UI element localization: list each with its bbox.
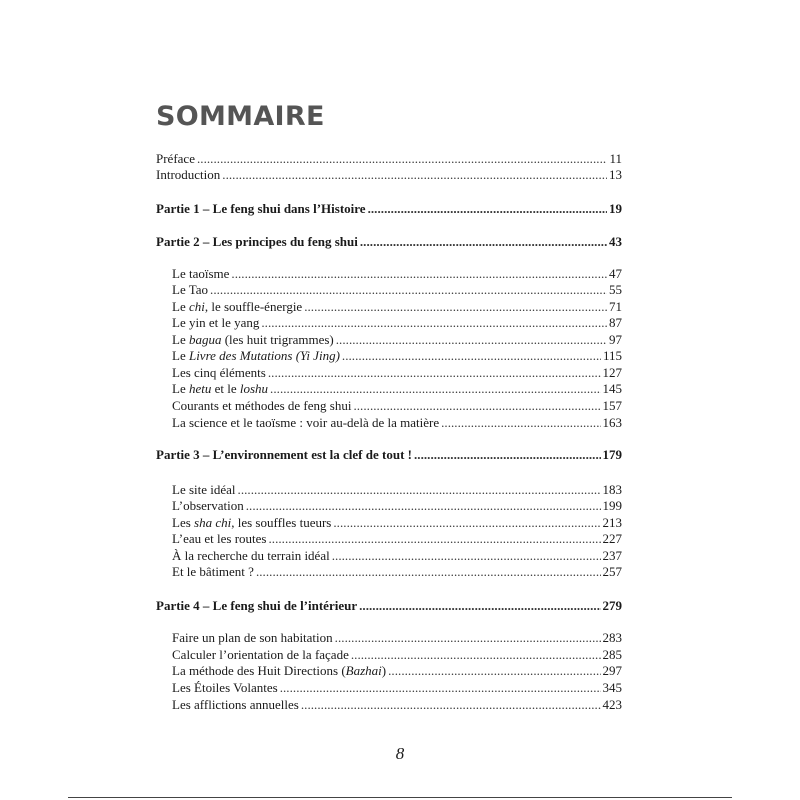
toc-dot-leader [256,564,601,580]
toc-entry-title [172,663,386,679]
toc-entry [172,564,622,580]
toc-entry-title [172,548,330,564]
toc-dot-leader [304,299,607,315]
toc-page-number: 55 [609,282,622,297]
toc-entry-title [172,647,349,663]
toc-dot-leader [231,266,607,282]
toc-page-number: 11 [609,151,622,166]
toc-dot-leader [388,663,600,679]
toc-page-number: 47 [609,266,622,281]
toc-entry-title-segment: Faire un plan de son habitation [172,630,333,645]
toc-dot-leader [336,332,607,348]
toc-page-number: 183 [602,482,622,497]
toc-dot-leader [238,482,601,498]
toc-entry-title [172,515,331,531]
toc-entry-title-segment: , les souffles tueurs [231,515,332,530]
toc-dot-leader [261,315,607,331]
toc-entry [156,167,622,183]
toc-entry-title-segment: Le [172,348,189,363]
toc-entry-title-segment: Les Étoiles Volantes [172,680,278,695]
toc-page-number: 279 [602,598,622,613]
toc-entry-title [172,630,333,646]
toc-dot-leader [268,365,601,381]
toc-page-number: 163 [602,415,622,430]
toc-entry-title-segment: Partie 4 – Le feng shui de l’intérieur [156,598,358,613]
toc-entry-title-segment: Bazhai [345,663,382,678]
toc-entry [172,398,622,414]
toc-entry-title [156,201,366,217]
toc-entry-title [172,531,266,547]
toc-entry-title-segment: chi [188,299,205,314]
toc-entry-title-segment: Le yin et le yang [172,315,260,330]
toc-entry-title-segment: Courants et méthodes de feng shui [172,398,352,413]
toc-entry-title-segment: Partie 3 – L’environnement est la clef de tout ! [156,447,412,462]
toc-entry-title [156,447,412,463]
toc-part-entry [156,447,622,463]
toc-dot-leader [441,415,600,431]
toc-dot-leader [342,348,601,364]
toc-dot-leader [210,282,607,298]
toc-page-number: 19 [609,201,622,216]
toc-entry-title-segment: La méthode des Huit Directions ( [172,663,346,678]
toc-page-number: 227 [602,531,622,546]
toc-entry-title-segment: L’observation [172,498,244,513]
toc-entry [172,680,622,696]
toc-dot-leader [222,167,607,183]
toc-entry [172,365,622,381]
toc-entry-title-segment: Partie 1 – Le feng shui dans l’Histoire [156,201,366,216]
toc-entry [172,482,622,498]
toc-entry-title [172,381,268,397]
footer-rule [68,797,732,798]
toc-page-number: 199 [602,498,622,513]
toc-dot-leader [360,234,607,250]
toc-entry-title [172,332,334,348]
toc-dot-leader [359,598,600,614]
toc-entry [172,498,622,514]
page-number: 8 [395,744,405,763]
toc-entry-title [172,365,266,381]
toc-entry [172,548,622,564]
toc-page-number: 345 [602,680,622,695]
toc-entry-title-segment: ) [381,663,387,678]
toc-entry-title [172,697,299,713]
toc-entry-title-segment: Le [172,332,189,347]
toc-entry-title-segment: Calculer l’orientation de la façade [172,647,349,662]
toc-entry-title-segment: Le site idéal [172,482,236,497]
toc-entry-title [172,282,208,298]
toc-entry [172,531,622,547]
toc-entry-title-segment: Partie 2 – Les principes du feng shui [156,234,358,249]
toc-entry-title [172,415,439,431]
toc-entry-title-segment: Le [172,299,189,314]
toc-entry-title [172,498,244,514]
toc-entry [172,266,622,282]
toc-page-number: 179 [602,447,622,462]
toc-entry [172,299,622,315]
toc-entry-title-segment: et le [211,381,240,396]
toc-dot-leader [353,398,600,414]
toc-entry [156,151,622,167]
toc-dot-leader [246,498,601,514]
toc-page-number: 145 [602,381,622,396]
toc-page-number: 115 [602,348,622,363]
toc-page-number: 13 [609,167,622,182]
toc-dot-leader [301,697,601,713]
toc-entry-title-segment: Les afflictions annuelles [172,697,299,712]
toc-entry [172,647,622,663]
toc-dot-leader [270,381,600,397]
toc-entry-title [156,167,220,183]
toc-entry-title-segment: (les huit trigrammes) [221,332,334,347]
toc-page-number: 237 [602,548,622,563]
toc-entry [172,415,622,431]
toc-entry-title [172,299,302,315]
toc-dot-leader [368,201,607,217]
toc-page-number: 283 [602,630,622,645]
toc-entry-title-segment: loshu [239,381,269,396]
toc-entry [172,348,622,364]
toc-entry-title-segment: Les cinq éléments [172,365,266,380]
toc-page-number: 127 [602,365,622,380]
toc-entry-title [172,348,340,364]
toc-entry-title-segment: La science et le taoïsme : voir au-delà de la matière [172,415,440,430]
toc-entry-title [172,266,229,282]
toc-dot-leader [280,680,601,696]
toc-entry-title-segment: sha chi [194,515,232,530]
toc-part-entry [156,598,622,614]
toc-entry-title-segment: Le taoïsme [172,266,230,281]
toc-part-entry [156,234,622,250]
toc-entry-title-segment: , le souffle-énergie [204,299,303,314]
toc-entry-title [172,680,278,696]
toc-page-number: 97 [609,332,622,347]
toc-page-number: 297 [602,663,622,678]
toc-page-number: 87 [609,315,622,330]
toc-entry [172,663,622,679]
toc-page-number: 157 [602,398,622,413]
toc-entry-title [172,564,254,580]
toc-entry-title-segment: Introduction [156,167,221,182]
toc-entry-title [172,482,236,498]
toc-entry-title [156,598,357,614]
toc-page-number: 423 [602,697,622,712]
toc-entry-title-segment: Préface [156,151,195,166]
toc-entry-title-segment: À la recherche du terrain idéal [172,548,330,563]
toc-entry-title [156,151,195,167]
toc-entry [172,315,622,331]
toc-entry-title-segment: hetu [188,381,212,396]
toc-entry-title-segment: L’eau et les routes [172,531,267,546]
page-title: SOMMAIRE [156,101,325,132]
toc-entry-title-segment: Les [172,515,195,530]
toc-part-entry [156,201,622,217]
toc-page-number: 285 [602,647,622,662]
toc-entry [172,697,622,713]
toc-entry-title-segment: bagua [188,332,222,347]
toc-page-number: 43 [609,234,622,249]
toc-entry [172,332,622,348]
toc-entry [172,282,622,298]
toc-dot-leader [268,531,600,547]
toc-page-number: 257 [602,564,622,579]
toc-entry-title [172,398,351,414]
toc-entry [172,515,622,531]
toc-entry-title [172,315,259,331]
toc-entry [172,381,622,397]
toc-entry-title-segment: Le [172,381,189,396]
toc-entry-title-segment: Et le bâtiment ? [172,564,254,579]
toc-dot-leader [414,447,601,463]
toc-dot-leader [197,151,608,167]
toc-entry-title-segment: Le Tao [172,282,209,297]
toc-entry-title-segment: Livre des Mutations (Yi Jing) [188,348,340,363]
toc-dot-leader [332,548,601,564]
toc-dot-leader [351,647,601,663]
toc-page-number: 71 [609,299,622,314]
toc-dot-leader [333,515,600,531]
toc-entry [172,630,622,646]
toc-entry-title [156,234,358,250]
toc-dot-leader [335,630,601,646]
toc-page-number: 213 [602,515,622,530]
